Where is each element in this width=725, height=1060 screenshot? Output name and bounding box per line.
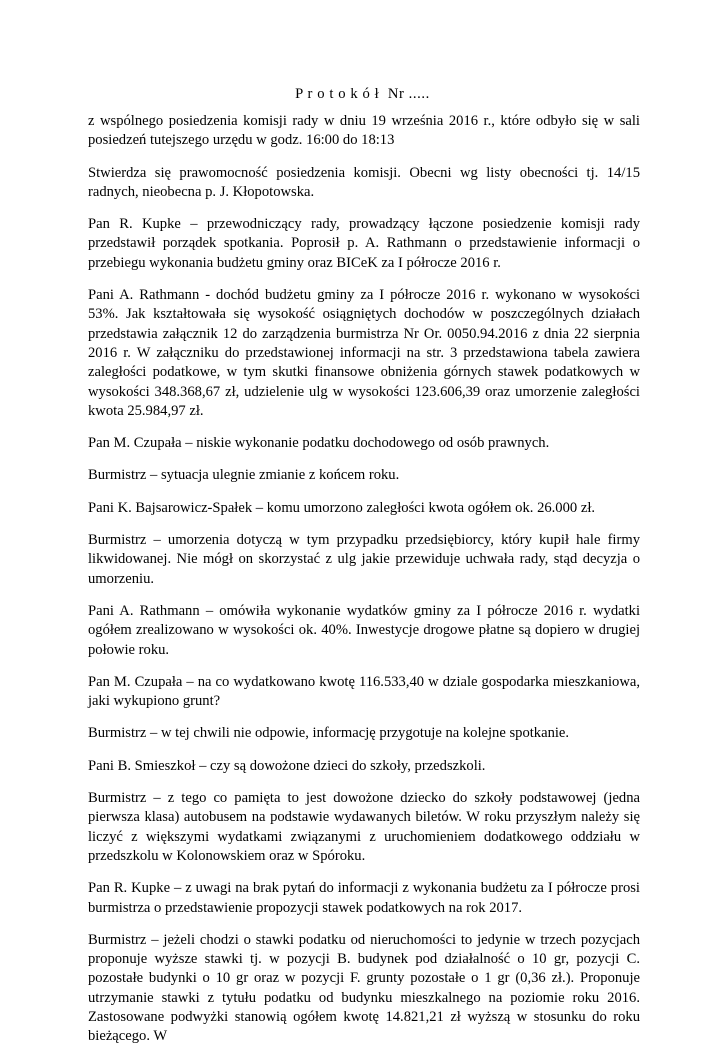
paragraph-mayor-year-end: Burmistrz – sytuacja ulegnie zmianie z końcem roku.: [88, 467, 400, 484]
paragraph-budget-income: Pani A. Rathmann - dochód budżetu gminy za I półrocze 2016 r. wykonano w wysokości 53%. Jak kształtowała się wysokość osiągniętych dochodów w poszczególnych działach przedstawia załącznik 12 do zarządzenia burmistrza Nr Or. 0050.94.2016 z dnia 22 sierpnia 2016 r. W załączniku do przedstawionej informacji na str. 3 przedstawiona tabela zawiera zaległości podatkowe, w tym skutki finansowe obniżenia górnych stawek podatkowych w wysokości 348.368,67 zł, udzielenie ulg w wysokości 123.606,39 oraz umorzenie zaległości kwota 25.984,97 zł.: [88, 287, 640, 419]
paragraph-expenditures: Pani A. Rathmann – omówiła wykonanie wydatków gminy za I półrocze 2016 r. wydatki ogółem zrealizowano w wysokości ok. 40%. Inwestycje drogowe płatne są dopiero w drugiej połowie roku.: [88, 602, 640, 658]
paragraph-agenda: Pan R. Kupke – przewodniczący rady, prowadzący łączone posiedzenie komisji rady przedstawił porządek spotkania. Poprosił p. A. Rathmann o przedstawienie informacji o przebiegu wykonania budżetu gminy oraz BICeK za I półrocze 2016 r.: [88, 216, 640, 271]
paragraph-tax-rates-request: Pan R. Kupke – z uwagi na brak pytań do informacji z wykonania budżetu za I półrocze prosi burmistrza o przedstawienie propozycji stawek podatkowych na rok 2017.: [88, 880, 640, 916]
paragraph-transport-answer: Burmistrz – z tego co pamięta to jest dowożone dziecko do szkoły podstawowej (jedna pierwsza klasa) autobusem na podstawie wydawanych biletów. W roku przyszłym należy się liczyć z większymi wydatkami związanymi z uruchomieniem dodatkowego oddziału w przedszkolu w Kolonowskiem oraz w Spóroku.: [88, 790, 640, 864]
paragraph-tax-rates-proposal: Burmistrz – jeżeli chodzi o stawki podatku od nieruchomości to jedynie w trzech pozycjach proponuje wyższe stawki tj. w pozycji B. budynek pod działalność o 10 gr, pozycji C. pozostałe budynki o 10 gr oraz w pozycji F. grunty pozostałe o 1 gr (0,36 zł.). Proponuje utrzymanie stawki z tytułu podatku od budynku mieszkalnego na poziomie roku 2016. Zastosowane podwyżki stanowią ogółem kwotę 14.821,21 zł wyższą w stosunku do roku bieżącego. W: [88, 931, 640, 1045]
paragraph-quorum: Stwierdza się prawomocność posiedzenia komisji. Obecni wg listy obecności tj. 14/15 radnych, nieobecna p. J. Kłopotowska.: [88, 164, 640, 200]
paragraph-arrears-question: Pani K. Bajsarowicz-Spałek – komu umorzono zaległości kwota ogółem ok. 26.000 zł.: [88, 499, 596, 516]
paragraph-meeting-info: z wspólnego posiedzenia komisji rady w dniu 19 września 2016 r., które odbyło się w sali posiedzeń tutejszego urzędu w godz. 16:00 do 18:13: [88, 113, 640, 149]
paragraph-arrears-answer: Burmistrz – umorzenia dotyczą w tym przypadku przedsiębiorcy, który kupił hale firmy likwidowanej. Nie mógł on skorzystać z ulg jakie przewiduje uchwała rady, stąd decyzja o umorzeniu.: [88, 532, 640, 587]
paragraph-income-tax: Pan M. Czupała – niskie wykonanie podatku dochodowego od osób prawnych.: [88, 435, 550, 452]
document-body: [88, 112, 640, 1060]
paragraph-housing-answer: Burmistrz – w tej chwili nie odpowie, informację przygotuje na kolejne spotkanie.: [88, 725, 570, 742]
paragraph-housing-question: Pan M. Czupała – na co wydatkowano kwotę 116.533,40 w dziale gospodarka mieszkaniowa, jaki wykupiono grunt?: [88, 673, 640, 710]
paragraph-transport-question: Pani B. Smieszkoł – czy są dowożone dzieci do szkoły, przedszkoli.: [88, 757, 486, 774]
document-title: P r o t o k ó ł Nr .....: [295, 86, 430, 102]
